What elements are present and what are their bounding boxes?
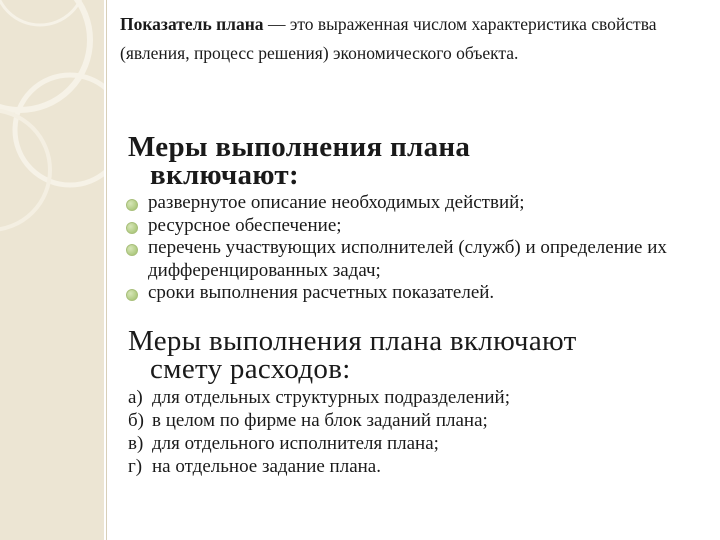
section2-lettered-list xyxy=(128,386,708,478)
list-marker: в) xyxy=(128,433,144,454)
section1-heading-line2: включают: xyxy=(150,159,299,191)
bullet-dot-icon xyxy=(126,244,138,256)
section1-bullet-list xyxy=(120,192,700,305)
section2-heading-line2: смету расходов: xyxy=(150,353,351,385)
bullet-dot-icon xyxy=(126,199,138,211)
list-item xyxy=(128,432,708,455)
section1-heading-line1: Меры выполнения плана xyxy=(128,131,471,163)
list-marker: а) xyxy=(128,387,143,408)
definition-text: — это выраженная числом характеристика свойства (явления, процесс решения) экономического объекта. xyxy=(120,14,657,63)
bullet-dot-icon xyxy=(126,289,138,301)
list-item xyxy=(128,386,708,409)
list-item-text: на отдельное задание плана. xyxy=(152,456,381,477)
list-item-text: развернутое описание необходимых действий; xyxy=(148,192,525,213)
list-marker: б) xyxy=(128,410,144,431)
decorative-side-panel xyxy=(0,0,104,540)
list-item xyxy=(120,282,700,305)
list-item-text: в целом по фирме на блок заданий плана; xyxy=(152,410,488,431)
list-item-text: перечень участвующих исполнителей (служб) и определение их дифференцированных задач; xyxy=(148,237,667,281)
list-item-text: для отдельных структурных подразделений; xyxy=(152,387,510,408)
list-marker: г) xyxy=(128,456,143,477)
list-item-text: для отдельного исполнителя плана; xyxy=(152,433,439,454)
list-item xyxy=(120,192,700,215)
list-item-text: ресурсное обеспечение; xyxy=(148,214,342,236)
list-item xyxy=(128,409,708,432)
section1-heading xyxy=(128,133,688,189)
list-item xyxy=(128,455,708,478)
definition-term: Показатель плана xyxy=(120,14,264,34)
section2-heading-line1: Меры выполнения плана включают xyxy=(128,325,577,357)
definition-paragraph xyxy=(120,10,700,68)
list-item xyxy=(120,215,700,238)
list-item-text: сроки выполнения расчетных показателей. xyxy=(148,282,495,303)
bullet-dot-icon xyxy=(126,222,138,234)
section2-heading xyxy=(128,327,708,383)
side-divider xyxy=(106,0,107,540)
decorative-circles xyxy=(0,0,104,540)
list-item xyxy=(120,237,700,282)
